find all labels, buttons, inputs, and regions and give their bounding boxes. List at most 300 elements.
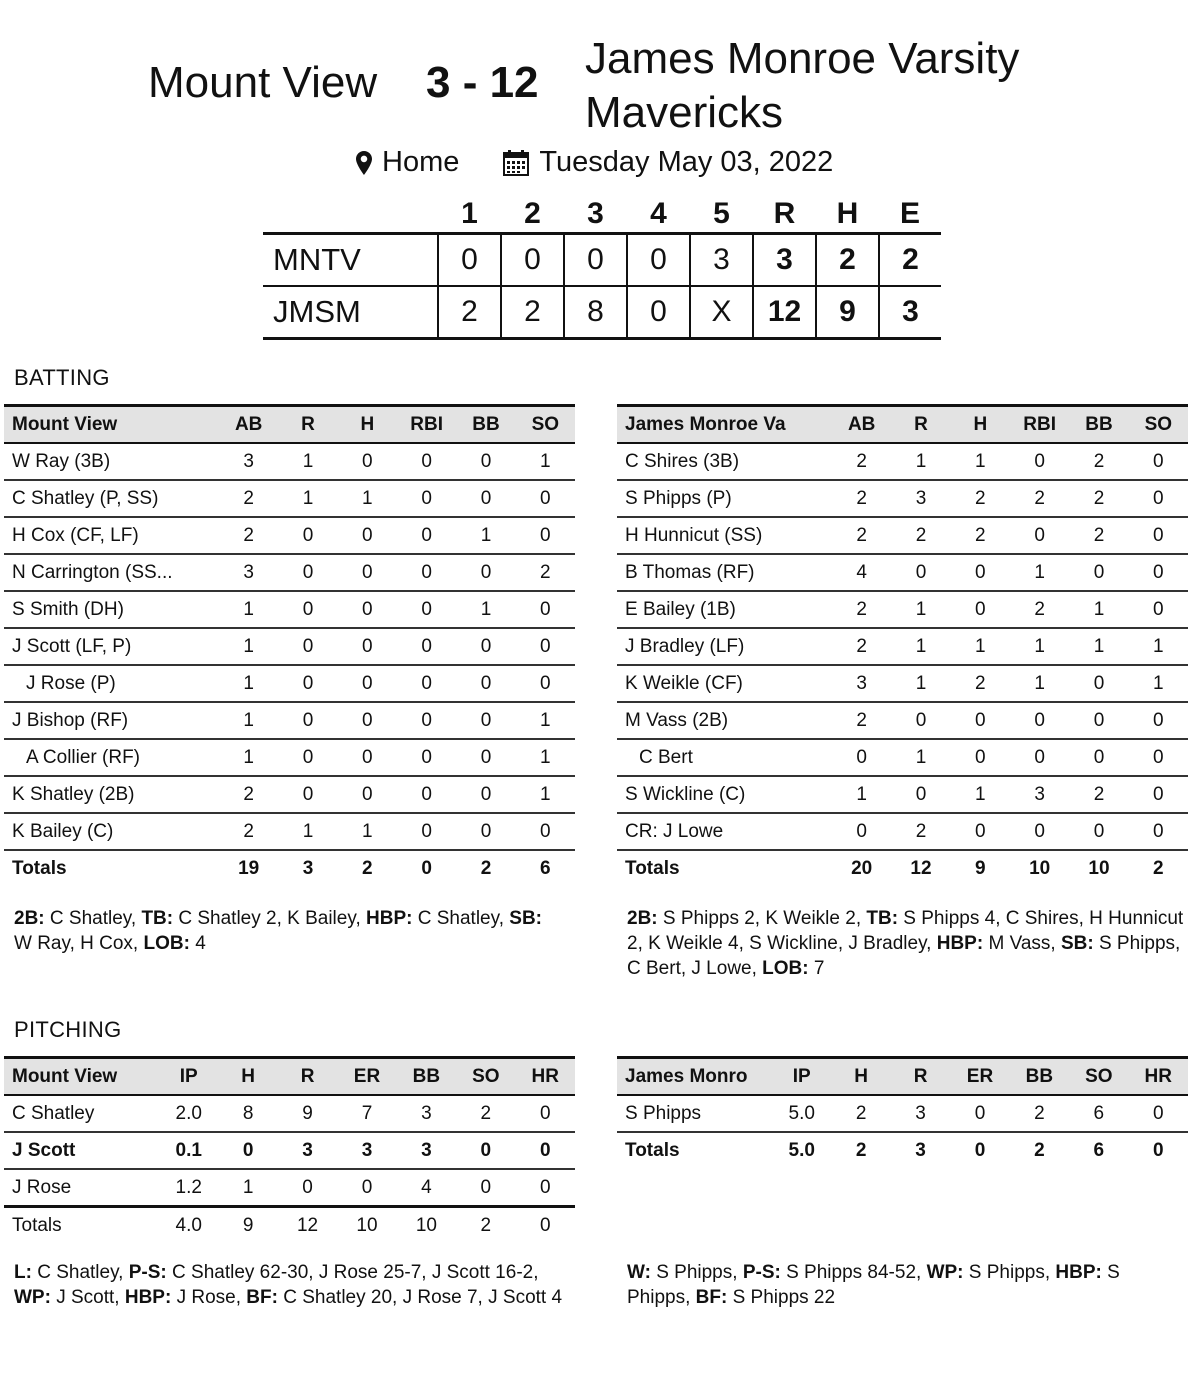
batting-notes-away [627, 906, 1187, 981]
column-header: SO [472, 1065, 500, 1087]
column-header: R [300, 1065, 315, 1087]
player-name: E Bailey (1B) [617, 591, 832, 628]
column-header: IP [792, 1065, 811, 1087]
table-row [4, 517, 575, 554]
linescore-header: 4 [650, 197, 667, 230]
game-header [0, 0, 1194, 178]
inning-score: 0 [627, 286, 690, 339]
stat-cell: 3 [832, 665, 891, 702]
stat-cell: 2 [1069, 480, 1128, 517]
stat-cell: 0 [338, 628, 397, 665]
stat-cell: 1 [1069, 591, 1128, 628]
stat-cell: 1 [891, 591, 950, 628]
column-header: H [973, 413, 988, 435]
column-header: SO [531, 413, 560, 435]
stat-cell: 2 [1069, 517, 1128, 554]
stat-cell: 0 [1129, 776, 1188, 813]
note-value: C Shatley 20, J Rose 7, J Scott 4 [277, 1287, 563, 1308]
stat-cell: 0 [891, 776, 950, 813]
stat-cell: 3 [397, 1132, 456, 1169]
batting-table-away [617, 404, 1188, 886]
table-header-row [4, 1058, 575, 1096]
player-name: K Weikle (CF) [617, 665, 832, 702]
total-cell: 0 [539, 1214, 551, 1236]
stat-cell: 0 [278, 554, 337, 591]
stat-cell: 1 [516, 776, 575, 813]
note-key: SB: [1060, 933, 1094, 954]
table-row [4, 628, 575, 665]
column-header: BB [1025, 1065, 1054, 1087]
stat-cell: 2 [832, 517, 891, 554]
linescore-header: H [836, 197, 859, 230]
total-cell: 6 [516, 850, 575, 886]
totals-row [4, 1207, 575, 1244]
stat-cell: 0 [397, 776, 456, 813]
table-header-row [4, 406, 575, 444]
stat-cell: 4 [397, 1169, 456, 1207]
player-name: W Ray (3B) [4, 443, 219, 480]
total-cell: 2 [456, 850, 515, 886]
column-header: SO [1144, 413, 1173, 435]
stat-cell: 0 [278, 702, 337, 739]
stat-cell: 0 [891, 554, 950, 591]
total-cell: 2 [338, 850, 397, 886]
totals-row [617, 1132, 1188, 1168]
stat-cell: 0 [456, 739, 515, 776]
linescore-header: R [773, 197, 796, 230]
note-value: C Shatley, [412, 908, 510, 929]
column-header: H [360, 413, 375, 435]
stat-cell: 0 [1129, 517, 1188, 554]
runs-total: 3 [753, 234, 816, 287]
stat-cell: 0 [1069, 813, 1128, 850]
player-name: C Shatley (P, SS) [4, 480, 219, 517]
table-row [617, 739, 1188, 776]
note-value: S Phipps 84-52, [780, 1262, 927, 1283]
table-row [617, 628, 1188, 665]
stat-cell: 0 [278, 628, 337, 665]
total-cell: 10 [1069, 850, 1128, 886]
stat-cell: 1 [1069, 628, 1128, 665]
stat-cell: 0 [516, 1169, 575, 1207]
hits-total: 9 [816, 286, 879, 339]
column-header: H [854, 1065, 868, 1087]
note-key: 2B: [627, 908, 658, 929]
stat-cell: 0 [516, 813, 575, 850]
stat-cell: 1 [832, 776, 891, 813]
stat-cell: 0 [397, 665, 456, 702]
stat-cell: 0 [832, 813, 891, 850]
note-key: LOB: [762, 958, 809, 979]
stat-cell: 0 [456, 813, 515, 850]
stat-cell: 1 [516, 443, 575, 480]
note-value: S Phipps, C Bert, J Lowe, [627, 933, 1181, 979]
pitching-table-home [4, 1056, 575, 1243]
stat-cell: 0 [951, 813, 1010, 850]
column-header: AB [847, 413, 876, 435]
player-name: J Rose [4, 1169, 159, 1207]
stat-cell: 1 [516, 702, 575, 739]
total-cell: 3 [891, 1132, 950, 1168]
stat-cell: 0 [456, 443, 515, 480]
stat-cell: 0 [456, 1132, 515, 1169]
linescore-table [263, 196, 941, 340]
stat-cell: 1 [516, 739, 575, 776]
player-name: B Thomas (RF) [617, 554, 832, 591]
note-value: J Rose, [171, 1287, 247, 1308]
stat-cell: 0 [456, 628, 515, 665]
stat-cell: 0 [1129, 443, 1188, 480]
totals-row [4, 850, 575, 886]
table-row [4, 480, 575, 517]
column-header: BB [472, 413, 500, 435]
note-key: BF: [246, 1287, 278, 1308]
column-header: SO [1085, 1065, 1113, 1087]
total-cell: 12 [891, 850, 950, 886]
player-name: CR: J Lowe [617, 813, 832, 850]
stat-cell: 3 [891, 480, 950, 517]
map-pin-icon [356, 151, 372, 175]
note-key: LOB: [143, 933, 190, 954]
stat-cell: 0 [278, 776, 337, 813]
stat-cell: 9 [278, 1095, 337, 1132]
totals-row [617, 850, 1188, 886]
total-cell: 20 [832, 850, 891, 886]
team-column-header: James Monroe Va [625, 413, 786, 435]
stat-cell: 3 [219, 554, 278, 591]
table-header-row [617, 406, 1188, 444]
note-value: 4 [189, 933, 206, 954]
stat-cell: 0 [891, 702, 950, 739]
stat-cell: 1 [278, 480, 337, 517]
stat-cell: 0 [338, 517, 397, 554]
stat-cell: 2 [1010, 1095, 1069, 1132]
totals-label: Totals [617, 850, 832, 886]
note-key: P-S: [742, 1262, 781, 1283]
stat-cell: 3 [278, 1132, 337, 1169]
total-cell: 5.0 [772, 1132, 831, 1168]
errors-total: 3 [879, 286, 941, 339]
column-header: R [301, 413, 315, 435]
note-key: WP: [926, 1262, 964, 1283]
stat-cell: 0 [397, 554, 456, 591]
note-value: C Shatley 2, K Bailey, [173, 908, 366, 929]
stat-cell: 0 [397, 628, 456, 665]
stat-cell: 2 [219, 776, 278, 813]
stat-cell: 0 [338, 554, 397, 591]
total-cell: 19 [219, 850, 278, 886]
stat-cell: 1 [278, 443, 337, 480]
column-header: AB [234, 413, 263, 435]
batting-section-title: BATTING [14, 365, 110, 390]
stat-cell: 1 [951, 776, 1010, 813]
linescore-header: 2 [524, 197, 541, 230]
note-value: S Phipps, [963, 1262, 1056, 1283]
stat-cell: 2 [832, 628, 891, 665]
note-value: S Phipps 22 [727, 1287, 836, 1308]
stat-cell: 2 [456, 1095, 515, 1132]
note-key: P-S: [128, 1262, 167, 1283]
stat-cell: 0 [516, 1095, 575, 1132]
stat-cell: 0 [456, 1169, 515, 1207]
stat-cell: 1 [219, 739, 278, 776]
note-key: 2B: [14, 908, 45, 929]
note-key: HBP: [366, 908, 413, 929]
column-header: RBI [410, 413, 444, 435]
stat-cell: 0 [1069, 739, 1128, 776]
stat-cell: 1 [219, 628, 278, 665]
inning-score: 2 [501, 286, 564, 339]
stat-cell: 2 [219, 517, 278, 554]
total-cell: 12 [296, 1214, 319, 1236]
game-date: Tuesday May 03, 2022 [539, 146, 834, 178]
stat-cell: 1 [951, 443, 1010, 480]
stat-cell: 2 [831, 1095, 890, 1132]
errors-total: 2 [879, 234, 941, 287]
player-name: C Bert [617, 739, 832, 776]
stat-cell: 0 [278, 739, 337, 776]
inning-score: 0 [438, 234, 501, 287]
stat-cell: 0 [278, 1169, 337, 1207]
stat-cell: 0 [951, 702, 1010, 739]
stat-cell: 0 [397, 443, 456, 480]
stat-cell: 0 [397, 517, 456, 554]
total-cell: 4.0 [175, 1214, 202, 1236]
player-name: J Scott (LF, P) [4, 628, 219, 665]
team-column-header: James Monro [625, 1065, 748, 1087]
player-name: J Rose (P) [4, 665, 219, 702]
note-key: HBP: [124, 1287, 172, 1308]
player-name: S Phipps [617, 1095, 772, 1132]
table-row [4, 1132, 575, 1169]
stat-cell: 0 [1069, 554, 1128, 591]
inning-score: 0 [564, 234, 627, 287]
linescore-header: E [899, 197, 920, 230]
stat-cell: 0 [950, 1095, 1009, 1132]
hits-total: 2 [816, 234, 879, 287]
stat-cell: 0 [516, 480, 575, 517]
stat-cell: 1 [338, 480, 397, 517]
stat-cell: 2 [891, 517, 950, 554]
stat-cell: 0 [338, 702, 397, 739]
total-cell: 0 [950, 1132, 1009, 1168]
stat-cell: 0 [1129, 739, 1188, 776]
stat-cell: 1 [1010, 665, 1069, 702]
stat-cell: 1 [891, 665, 950, 702]
stat-cell: 1 [891, 739, 950, 776]
total-cell: 9 [242, 1214, 254, 1236]
inning-score: 0 [501, 234, 564, 287]
note-key: BF: [695, 1287, 728, 1308]
inning-score: 8 [564, 286, 627, 339]
note-key: TB: [866, 908, 899, 929]
column-header: ER [353, 1065, 381, 1087]
table-row [617, 517, 1188, 554]
stat-cell: 0 [516, 665, 575, 702]
stat-cell: 4 [832, 554, 891, 591]
stat-cell: 2 [951, 480, 1010, 517]
note-value: C Shatley 62-30, J Rose 25-7, J Scott 16-2, [166, 1262, 539, 1283]
stat-cell: 6 [1069, 1095, 1128, 1132]
inning-score: 2 [438, 286, 501, 339]
table-row [4, 443, 575, 480]
game-meta [356, 146, 833, 179]
stat-cell: 2 [1010, 591, 1069, 628]
table-row [4, 591, 575, 628]
stat-cell: 0 [456, 702, 515, 739]
column-header: R [913, 1065, 928, 1087]
stat-cell: 0 [951, 554, 1010, 591]
player-name: A Collier (RF) [4, 739, 219, 776]
stat-cell: 0 [1129, 480, 1188, 517]
stat-cell: 0 [338, 739, 397, 776]
stat-cell: 0 [832, 739, 891, 776]
pitching-notes-away [627, 1260, 1167, 1310]
stat-cell: 3 [337, 1132, 396, 1169]
total-cell: 2 [480, 1214, 492, 1236]
total-cell: 9 [951, 850, 1010, 886]
stat-cell: 0 [1010, 813, 1069, 850]
stat-cell: 2 [951, 665, 1010, 702]
player-name: J Bishop (RF) [4, 702, 219, 739]
stat-cell: 0 [1010, 517, 1069, 554]
runs-total: 12 [753, 286, 816, 339]
stat-cell: 2 [832, 480, 891, 517]
stat-cell: 0 [278, 665, 337, 702]
table-row [4, 813, 575, 850]
home-team-name: Mount View [148, 58, 378, 107]
stat-cell: 7 [337, 1095, 396, 1132]
calendar-icon [503, 150, 529, 176]
team-column-header: Mount View [12, 413, 118, 435]
stat-cell: 0 [1129, 591, 1188, 628]
stat-cell: 2 [1010, 480, 1069, 517]
stat-cell: 0 [397, 813, 456, 850]
stat-cell: 0 [456, 665, 515, 702]
player-name: S Phipps (P) [617, 480, 832, 517]
column-header: HR [531, 1065, 559, 1087]
stat-cell: 0 [516, 517, 575, 554]
stat-cell: 0 [1069, 665, 1128, 702]
note-key: L: [14, 1262, 32, 1283]
stat-cell: 0.1 [159, 1132, 218, 1169]
stat-cell: 2 [1069, 443, 1128, 480]
stat-cell: 1 [219, 702, 278, 739]
column-header: H [241, 1065, 255, 1087]
stat-cell: 2 [219, 480, 278, 517]
column-header: BB [1085, 413, 1113, 435]
table-row [4, 1095, 575, 1132]
stat-cell: 5.0 [772, 1095, 831, 1132]
stat-cell: 0 [516, 591, 575, 628]
player-name: K Bailey (C) [4, 813, 219, 850]
total-cell: 0 [397, 850, 456, 886]
stat-cell: 2 [219, 813, 278, 850]
player-name: C Shatley [4, 1095, 159, 1132]
stat-cell: 8 [218, 1095, 277, 1132]
player-name: H Cox (CF, LF) [4, 517, 219, 554]
total-cell: 2 [1010, 1132, 1069, 1168]
stat-cell: 1 [1010, 554, 1069, 591]
table-row [617, 443, 1188, 480]
stat-cell: 1.2 [159, 1169, 218, 1207]
table-row [617, 1095, 1188, 1132]
linescore-row [263, 234, 941, 287]
table-row [4, 776, 575, 813]
stat-cell: 2 [832, 591, 891, 628]
stat-cell: 1 [891, 443, 950, 480]
stat-cell: 2 [1069, 776, 1128, 813]
stat-cell: 2 [832, 443, 891, 480]
total-cell: 2 [1129, 850, 1188, 886]
batting-table-home [4, 404, 575, 886]
stat-cell: 0 [456, 554, 515, 591]
stat-cell: 0 [1129, 554, 1188, 591]
note-value: C Shatley, [31, 1262, 129, 1283]
total-cell: 10 [415, 1214, 437, 1236]
stat-cell: 1 [218, 1169, 277, 1207]
note-value: S Phipps, [627, 1262, 1120, 1308]
total-cell: 10 [356, 1214, 378, 1236]
stat-cell: 1 [456, 517, 515, 554]
table-row [617, 554, 1188, 591]
total-cell: 2 [831, 1132, 890, 1168]
stat-cell: 3 [397, 1095, 456, 1132]
column-header: HR [1144, 1065, 1172, 1087]
batting-notes-home [14, 906, 554, 956]
stat-cell: 1 [1129, 665, 1188, 702]
stat-cell: 0 [1129, 1095, 1188, 1132]
inning-score: 0 [627, 234, 690, 287]
stat-cell: 0 [338, 591, 397, 628]
stat-cell: 1 [456, 591, 515, 628]
stat-cell: 0 [1010, 739, 1069, 776]
total-cell: 0 [1129, 1132, 1188, 1168]
stat-cell: 2 [516, 554, 575, 591]
column-header: RBI [1023, 413, 1057, 435]
table-row [4, 665, 575, 702]
total-cell: 10 [1010, 850, 1069, 886]
player-name: K Shatley (2B) [4, 776, 219, 813]
inning-score: X [690, 286, 753, 339]
stat-cell: 0 [1129, 702, 1188, 739]
stat-cell: 0 [397, 480, 456, 517]
player-name: C Shires (3B) [617, 443, 832, 480]
stat-cell: 1 [338, 813, 397, 850]
note-key: HBP: [936, 933, 984, 954]
table-row [4, 1169, 575, 1207]
linescore-header: 3 [587, 197, 604, 230]
team-column-header: Mount View [12, 1065, 118, 1087]
pitching-table-away [617, 1056, 1188, 1168]
stat-cell: 0 [1129, 813, 1188, 850]
note-value: S Phipps 4, C Shires, H Hunnicut 2, K Weikle 4, S Wickline, J Bradley, [627, 908, 1184, 954]
player-name: S Smith (DH) [4, 591, 219, 628]
stat-cell: 1 [219, 665, 278, 702]
totals-label: Totals [12, 1214, 62, 1236]
note-value: S Phipps 2, K Weikle 2, [657, 908, 867, 929]
totals-label: Totals [4, 850, 219, 886]
note-value: M Vass, [983, 933, 1061, 954]
note-value: C Shatley, [44, 908, 142, 929]
linescore-row [263, 286, 941, 339]
stat-cell: 0 [397, 739, 456, 776]
stat-cell: 0 [278, 517, 337, 554]
linescore-team: JMSM [273, 294, 361, 329]
column-header: IP [179, 1065, 198, 1087]
note-key: WP: [14, 1287, 51, 1308]
final-score: 3 - 12 [426, 58, 539, 107]
